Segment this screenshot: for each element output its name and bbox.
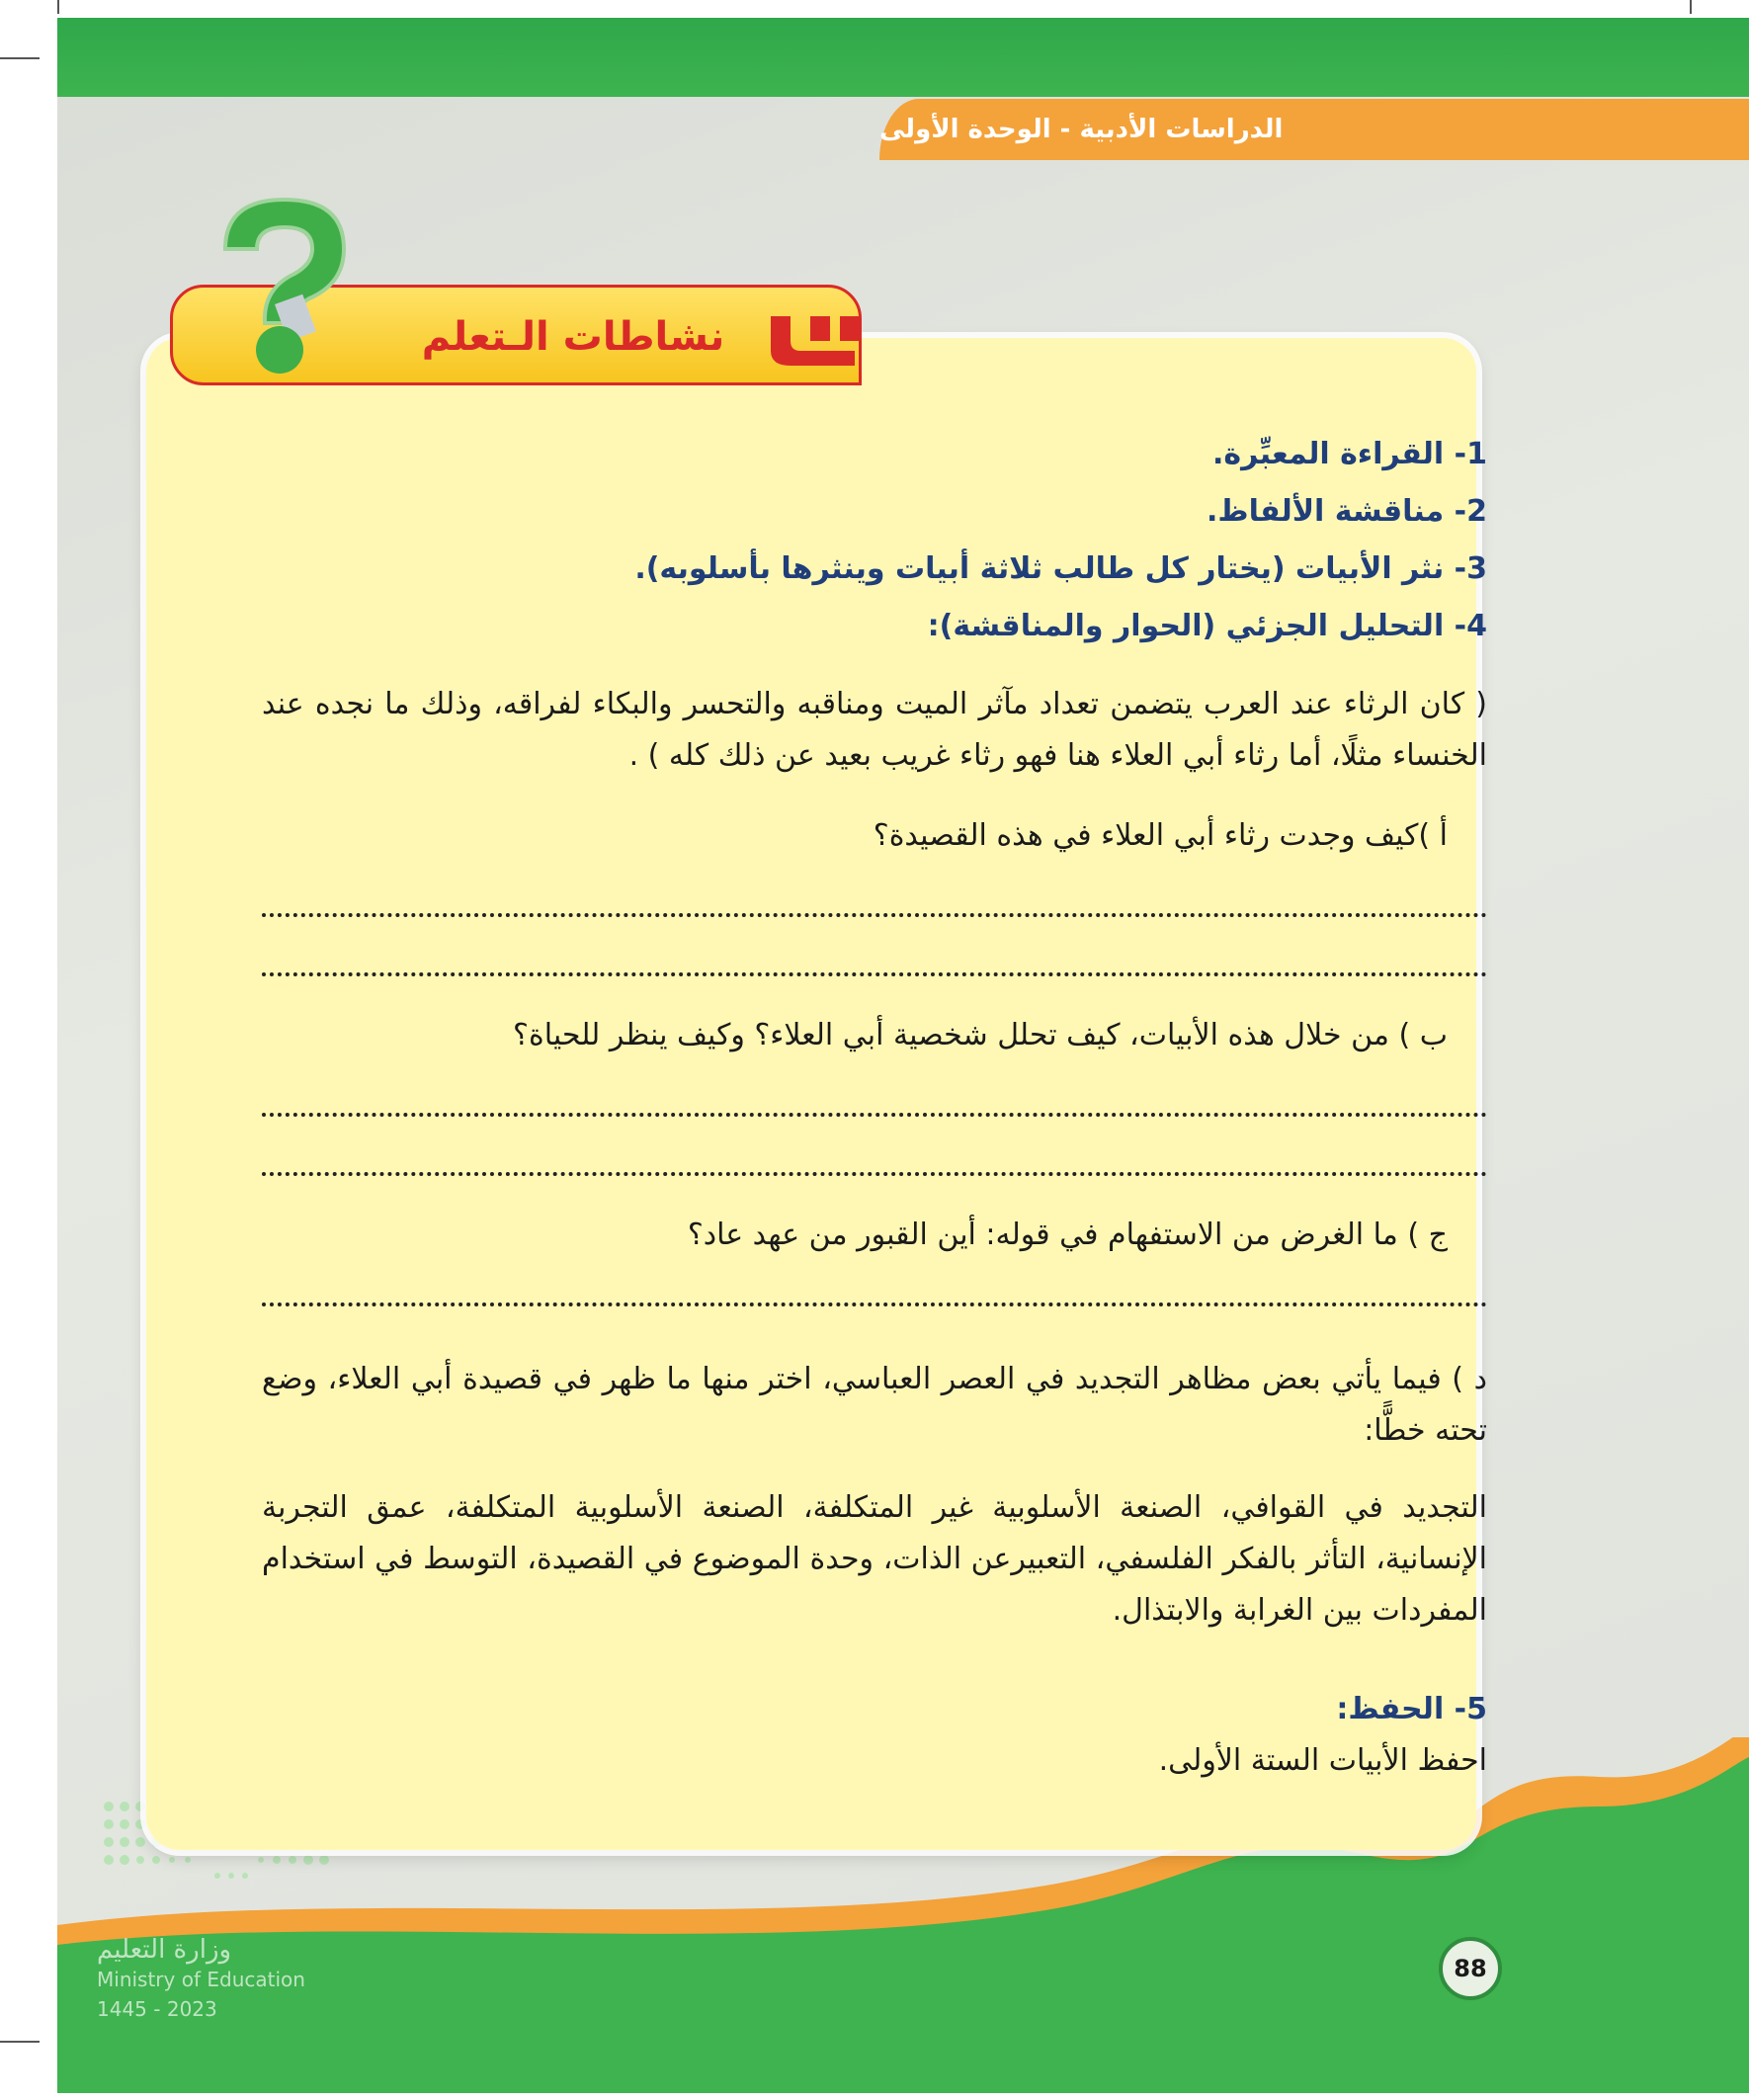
quote-paragraph: ( كان الرثاء عند العرب يتضمن تعداد مآثر الميت ومناقبه والتحسر والبكاء لفراقه، وذلك ما نجده عند الخنساء مثلًا، أما رثاء أبي العلاء هنا فهو رثاء غريب بعيد عن ذلك كله ) . — [262, 687, 1487, 773]
crop-mark — [0, 57, 40, 59]
ministry-name-en: Ministry of Education — [97, 1968, 305, 1991]
memorize-heading: 5- الحفظ: — [1336, 1692, 1487, 1726]
answer-line-b1[interactable] — [262, 1109, 1487, 1117]
question-mark-icon — [186, 190, 374, 378]
header-title: الدراسات الأدبية - الوحدة الأولى — [879, 115, 1284, 144]
ministry-year: 2023 - 1445 — [97, 1997, 217, 2021]
crop-mark — [1690, 0, 1692, 14]
question-d: د ) فيما يأتي بعض مظاهر التجديد في العصر العباسي، اختر منها ما ظهر في قصيدة أبي العلاء، وضع تحته خطًّا: — [262, 1362, 1487, 1448]
activity-item-4: 4- التحليل الجزئي (الحوار والمناقشة): — [927, 609, 1487, 643]
section-title: نشاطات الـتعلم — [421, 314, 725, 360]
activity-item-2: 2- مناقشة الألفاظ. — [1207, 494, 1487, 529]
header-tab — [879, 99, 1749, 160]
activity-item-3: 3- نثر الأبيات (يختار كل طالب ثلاثة أبيات وينثرها بأسلوبه). — [634, 551, 1487, 586]
question-a: أ )كيف وجدت رثاء أبي العلاء في هذه القصيدة؟ — [873, 818, 1448, 853]
answer-line-c1[interactable] — [262, 1299, 1487, 1306]
memorize-text: احفظ الأبيات الستة الأولى. — [1158, 1743, 1487, 1778]
ministry-name-ar: وزارة التعليم — [97, 1935, 232, 1965]
renewal-options: التجديد في القوافي، الصنعة الأسلوبية غير المتكلفة، الصنعة الأسلوبية المتكلفة، عمق التجربة الإنسانية، التأثر بالفكر الفلسفي، التعبيرعن الذات، وحدة الموضوع في القصيدة، التوسط في استخدام المفردات بين الغرابة والابتذال. — [262, 1490, 1487, 1628]
page-number: 88 — [1439, 1937, 1502, 2000]
crop-mark — [0, 2041, 40, 2043]
activity-item-1: 1- القراءة المعبِّرة. — [1212, 437, 1487, 471]
answer-line-b2[interactable] — [262, 1168, 1487, 1176]
question-b: ب ) من خلال هذه الأبيات، كيف تحلل شخصية أبي العلاء؟ وكيف ينظر للحياة؟ — [513, 1018, 1448, 1052]
question-c: ج ) ما الغرض من الاستفهام في قوله: أين القبور من عهد عاد؟ — [687, 1218, 1448, 1252]
top-green-band — [57, 18, 1749, 97]
ministry-logo-text — [97, 1935, 374, 2024]
crop-mark — [57, 0, 59, 14]
answer-line-a2[interactable] — [262, 968, 1487, 976]
answer-line-a1[interactable] — [262, 909, 1487, 917]
title-ribbon-icon — [761, 296, 870, 376]
